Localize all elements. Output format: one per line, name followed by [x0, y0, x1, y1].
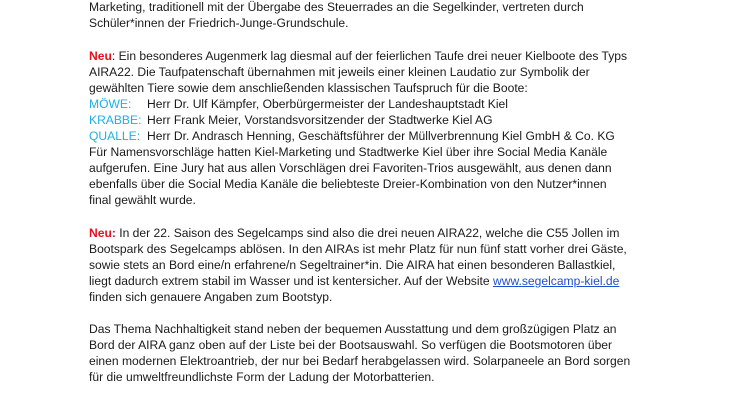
text-line: einen modernen Elektroantrieb, der nur bei Bedarf herabgelassen wird. Solarpaneele an Bord sorgen [89, 354, 631, 368]
text-span: liegt dadurch extrem stabil im Wasser und ist kentersicher. Auf der Website [89, 274, 493, 288]
text-line: Das Thema Nachhaltigkeit stand neben der bequemen Ausstattung und dem großzügigen Platz an [89, 322, 617, 336]
boat-name: QUALLE: [89, 129, 141, 143]
boat-sponsor: Herr Frank Meier, Vorstandsvorsitzender der Stadtwerke Kiel AG [147, 113, 493, 127]
boat-name: MÖWE: [89, 97, 132, 111]
boat-entry [89, 128, 615, 144]
text-line: gewählten Tiere sowie dem anschließenden klassischen Taufspruch für die Boote: [89, 81, 528, 95]
text-span: In der 22. Saison des Segelcamps sind also die drei neuen AIRA22, welche die C55 Jollen im [115, 226, 620, 240]
boat-entry [89, 96, 508, 112]
text-line: aufgerufen. Eine Jury hat aus allen Vorschlägen drei Favoriten-Trios ausgewählt, aus denen dann [89, 161, 612, 175]
text-line: finden sich genauere Angaben zum Bootstyp. [89, 290, 333, 304]
boat-sponsor: Herr Dr. Ulf Kämpfer, Oberbürgermeister der Landeshauptstadt Kiel [147, 97, 508, 111]
text-line: Bord der AIRA ganz oben auf der Liste bei der Bootsauswahl. So verfügen die Bootsmotoren über [89, 338, 613, 352]
new-label: Neu [89, 49, 112, 63]
text-line: AIRA22. Die Taufpatenschaft übernahmen mit jeweils einer kleinen Laudatio zur Symbolik der [89, 65, 590, 79]
text-line: Für Namensvorschläge hatten Kiel-Marketing und Stadtwerke Kiel über ihre Social Media Kanäle [89, 145, 608, 159]
text-line: für die umweltfreundlichste Form der Ladung der Motorbatterien. [89, 370, 435, 384]
new-label: Neu: [89, 226, 116, 240]
text-line: Schüler*innen der Friedrich-Junge-Grundschule. [89, 16, 349, 30]
text-line [89, 225, 619, 241]
boat-name: KRABBE: [89, 113, 142, 127]
text-line: Marketing, traditionell mit der Übergabe des Steuerrades an die Segelkinder, vertreten durch [89, 0, 584, 14]
text-line [89, 273, 619, 289]
text-line: ebenfalls über die Social Media Kanäle die beliebteste Dreier-Kombination von den Nutzer*innen [89, 177, 607, 191]
text-line: sowie stets an Bord eine/n erfahrene/n Segeltrainer*in. Die AIRA hat einen besonderen Ballastkiel, [89, 258, 616, 272]
text-line [89, 48, 627, 64]
text-line: Bootspark des Segelcamps ablösen. In den AIRAs ist mehr Platz für nun fünf statt vorher drei Gäste, [89, 242, 627, 256]
boat-sponsor: Herr Dr. Andrasch Henning, Geschäftsführer der Müllverbrennung Kiel GmbH & Co. KG [147, 129, 615, 143]
boat-entry [89, 112, 493, 128]
website-link[interactable]: www.segelcamp-kiel.de [492, 274, 620, 288]
text-span: : Ein besonderes Augenmerk lag diesmal auf der feierlichen Taufe drei neuer Kielboote des Typs [111, 49, 628, 63]
text-line: final gewählt wurde. [89, 193, 196, 207]
